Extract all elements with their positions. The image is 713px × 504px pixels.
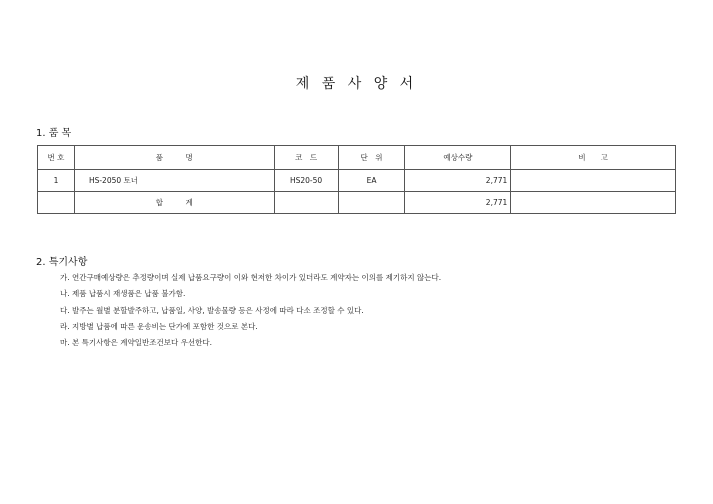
note-item: 마. 본 특기사항은 계약일반조건보다 우선한다. (60, 338, 212, 348)
total-quantity: 2,771 (405, 192, 511, 214)
note-item: 가. 연간구매예상량은 추정량이며 실제 납품요구량이 이와 현저한 차이가 있더라도 계약자는 이의를 제기하지 않는다. (60, 273, 442, 282)
total-empty-code (274, 192, 338, 214)
total-empty-cell (38, 192, 75, 214)
note-item: 다. 발주는 월별 분할발주하고, 납품일, 사양, 발송물량 등은 사정에 따라 다소 조정할 수 있다. (60, 305, 364, 315)
total-empty-remarks (511, 192, 676, 214)
section-heading-items: 1. 품 목 (36, 128, 72, 139)
header-number: 번 호 (38, 146, 75, 170)
row-number: 1 (38, 170, 75, 192)
row-quantity: 2,771 (405, 170, 511, 192)
header-item-name: 품 명 (74, 146, 274, 170)
row-remarks (511, 170, 676, 192)
total-label: 합 계 (74, 192, 274, 214)
row-item-name: HS-2050 토너 (74, 170, 274, 192)
row-code: HS20-50 (274, 170, 338, 192)
table-total-row (38, 192, 676, 214)
section-heading-special-notes: 2. 특기사항 (36, 257, 88, 268)
special-notes-list (60, 270, 680, 351)
total-empty-unit (338, 192, 405, 214)
note-item: 나. 제품 납품시 재생품은 납품 불가함. (60, 289, 186, 299)
table-header-row (38, 146, 676, 170)
page-title: 제 품 사 양 서 (295, 76, 418, 92)
header-code: 코 드 (274, 146, 338, 170)
product-table (37, 145, 676, 214)
header-expected-quantity: 예상수량 (405, 146, 511, 170)
header-unit: 단 위 (338, 146, 405, 170)
note-item: 라. 지방별 납품에 따른 운송비는 단가에 포함한 것으로 본다. (60, 321, 258, 331)
row-unit: EA (338, 170, 405, 192)
header-remarks: 비 고 (511, 146, 676, 170)
table-row (38, 170, 676, 192)
